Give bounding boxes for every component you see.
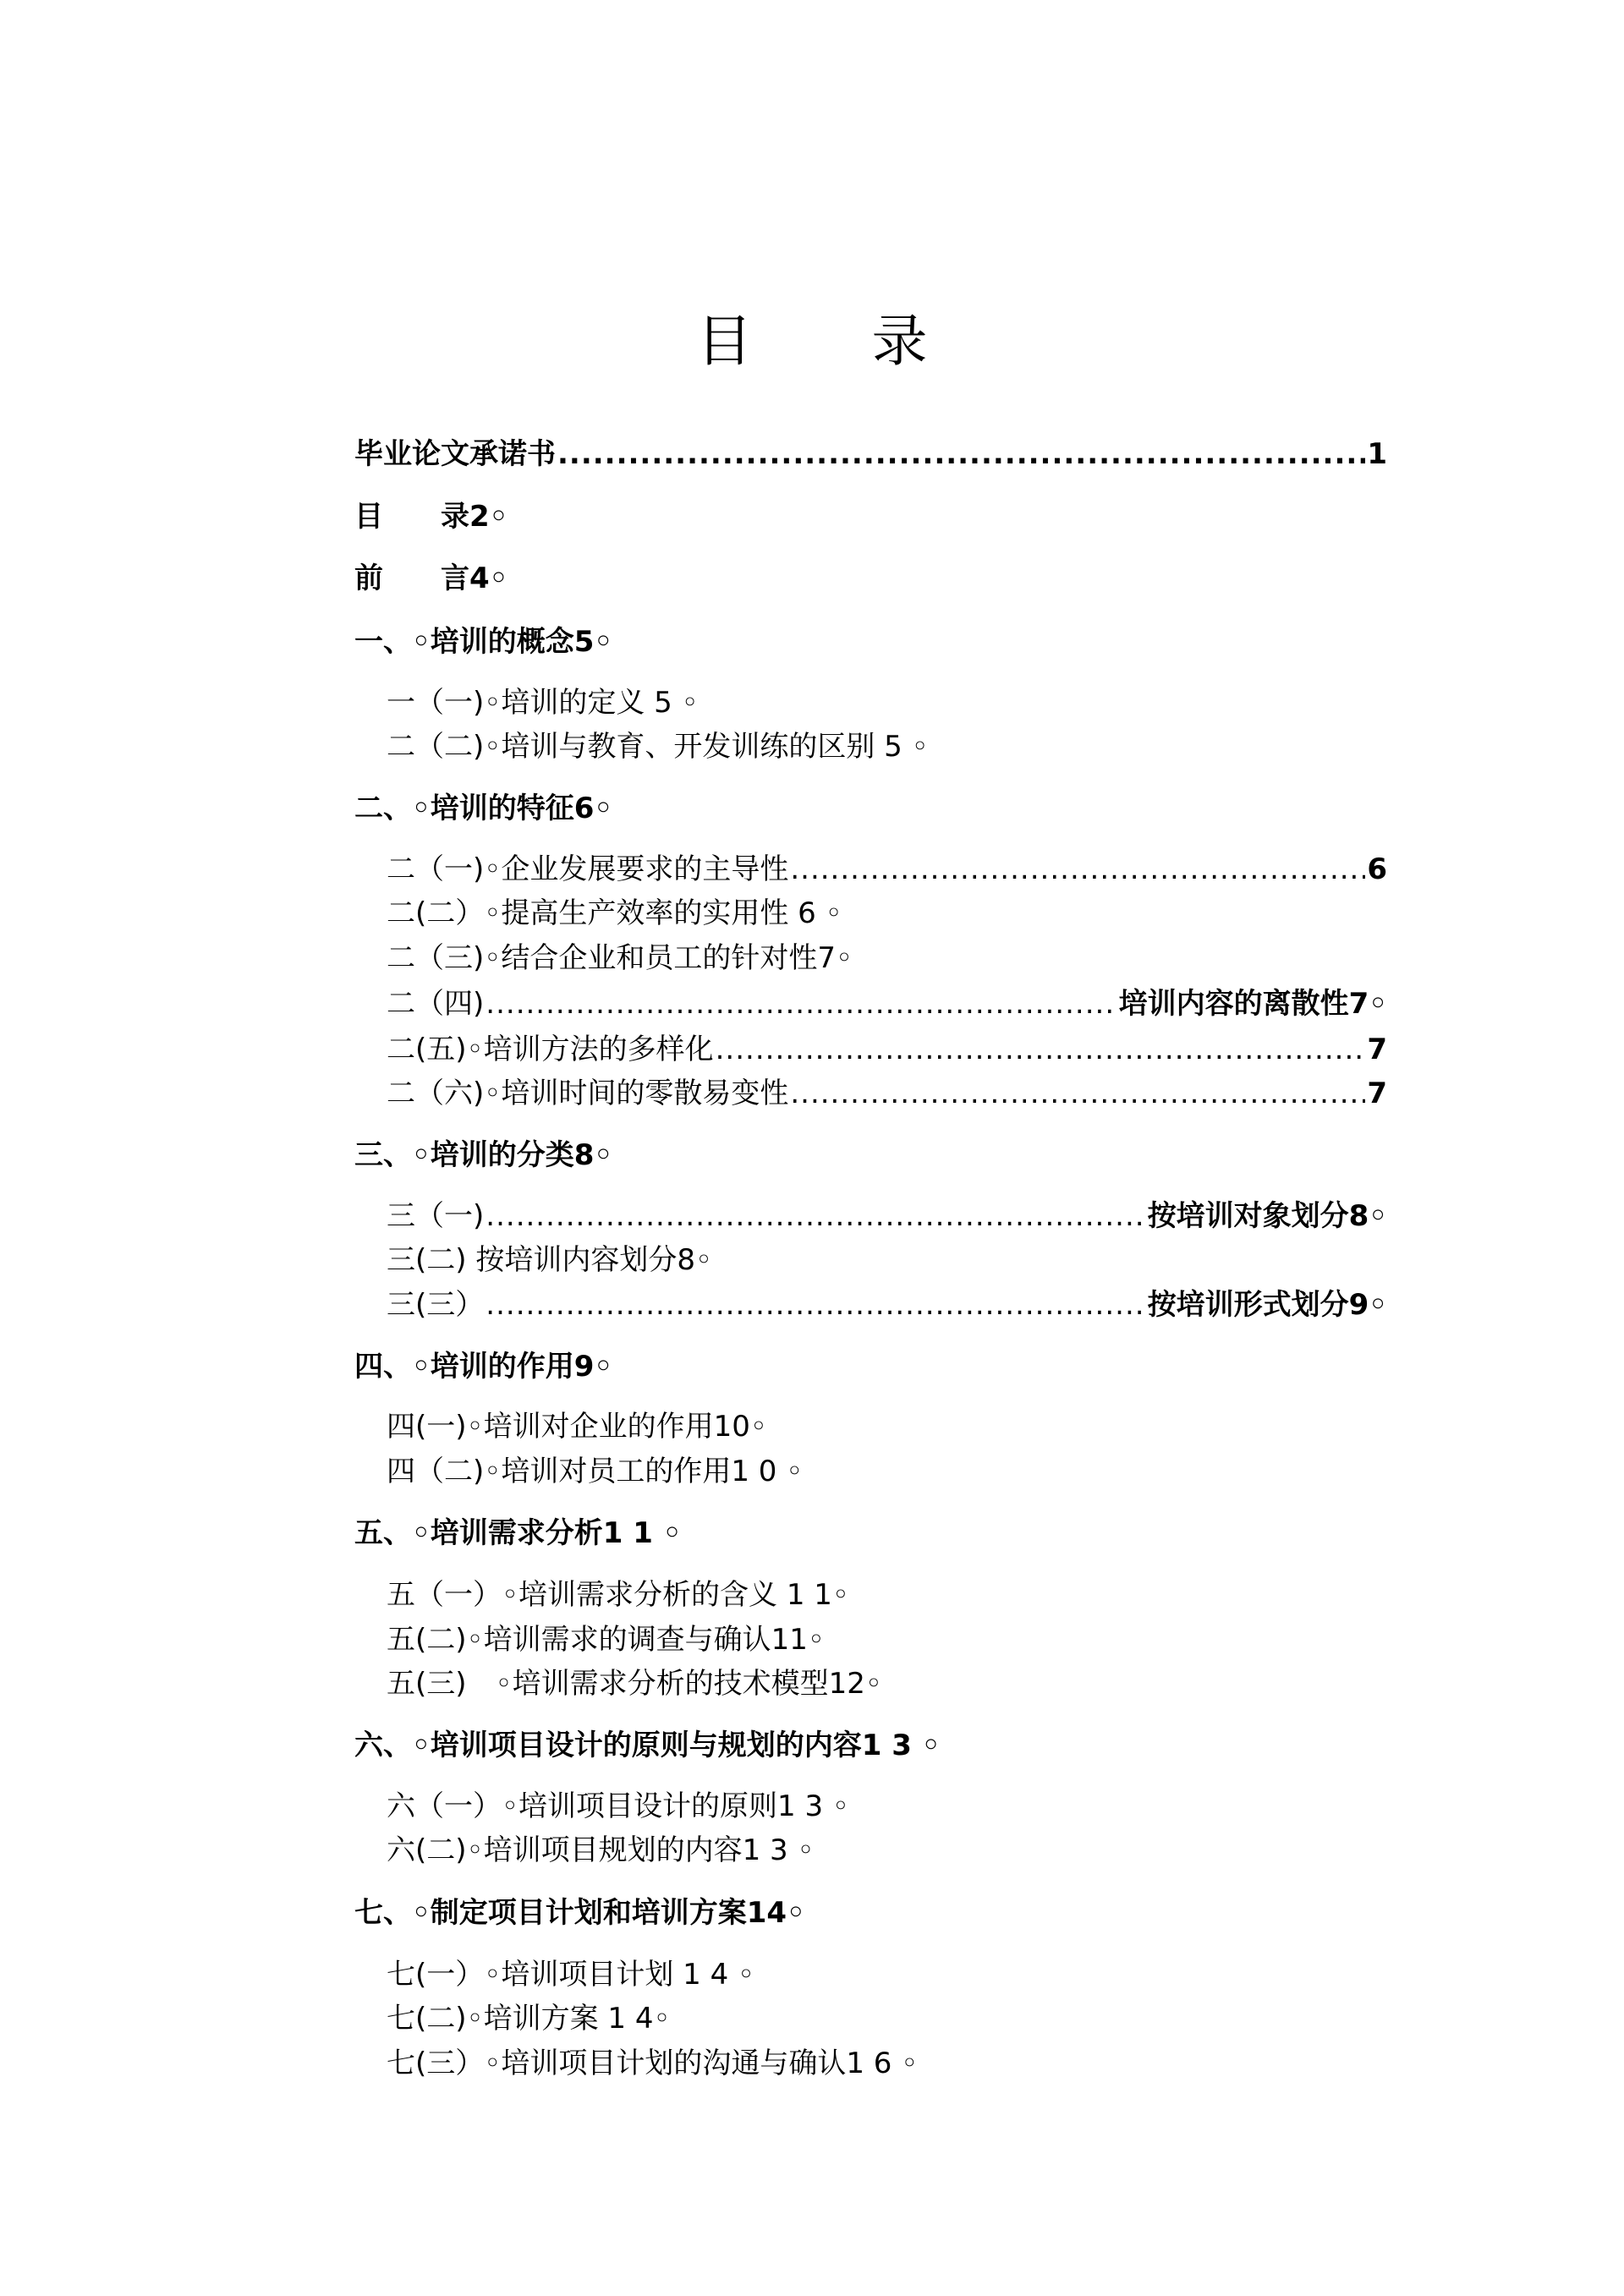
toc-subentry[interactable]	[387, 940, 1387, 977]
toc-entry-text: 二(二）◦提高生产效率的实用性 6 ◦	[387, 896, 842, 930]
toc-entry-text: 目 录2◦	[354, 500, 508, 534]
toc-subentry[interactable]	[387, 985, 1387, 1022]
toc-entry-text: 毕业论文承诺书	[354, 437, 556, 471]
toc-entry-text: 二（六)◦培训时间的零散易变性	[387, 1077, 789, 1110]
toc-entry[interactable]	[354, 436, 1387, 473]
toc-entry-text: 三（一)	[387, 1199, 485, 1233]
dot-leader	[790, 1075, 1365, 1112]
toc-subentry[interactable]	[387, 728, 1387, 765]
toc-entry-text: 六(二)◦培训项目规划的内容1 3 ◦	[387, 1833, 815, 1867]
toc-entry[interactable]	[354, 498, 1387, 535]
dot-leader	[557, 436, 1365, 473]
toc-page-number: 7	[1367, 1077, 1387, 1110]
toc-entry-text: 四、◦培训的作用9◦	[354, 1350, 613, 1384]
dot-leader	[790, 851, 1365, 888]
toc-entry-text: 前 言4◦	[354, 562, 508, 595]
toc-entry-text: 二(五)◦培训方法的多样化	[387, 1033, 714, 1066]
toc-page-number: 1	[1367, 437, 1387, 471]
toc-subentry[interactable]	[387, 1788, 1387, 1825]
toc-subentry[interactable]	[387, 1621, 1387, 1658]
toc-subentry[interactable]	[387, 1453, 1387, 1490]
toc-subentry[interactable]	[387, 1408, 1387, 1445]
toc-entry-text: 七(一）◦培训项目计划 1 4 ◦	[387, 1958, 755, 1992]
toc-subentry[interactable]	[387, 2000, 1387, 2037]
toc-entry[interactable]	[354, 560, 1387, 597]
toc-subentry[interactable]	[387, 1832, 1387, 1869]
toc-entry-text: 七、◦制定项目计划和培训方案14◦	[354, 1896, 805, 1930]
toc-page-number: 7	[1367, 1033, 1387, 1066]
toc-entry-text: 三(三）	[387, 1288, 485, 1322]
toc-entry-text: 二（一)◦企业发展要求的主导性	[387, 852, 789, 886]
toc-entry-text: 三、◦培训的分类8◦	[354, 1138, 613, 1172]
toc-entry-text: 二（三)◦结合企业和员工的针对性7◦	[387, 941, 853, 975]
toc-subentry[interactable]	[387, 2045, 1387, 2082]
toc-title: 目 录	[696, 309, 979, 374]
toc-subentry[interactable]	[387, 1576, 1387, 1614]
toc-entry-text: 二（二)◦培训与教育、开发训练的区别 5 ◦	[387, 730, 929, 764]
dot-leader	[486, 1197, 1145, 1235]
toc-subentry[interactable]	[387, 1286, 1387, 1323]
toc-entry-text: 四(一)◦培训对企业的作用10◦	[387, 1410, 767, 1444]
toc-entry-text: 五(二)◦培训需求的调查与确认11◦	[387, 1623, 825, 1657]
toc-entry[interactable]	[354, 790, 1387, 827]
toc-subentry[interactable]	[387, 1197, 1387, 1235]
toc-entry-text: 七(二)◦培训方案 1 4◦	[387, 2002, 671, 2036]
toc-subentry[interactable]	[387, 851, 1387, 888]
toc-entry-text: 五(三) ◦培训需求分析的技术模型12◦	[387, 1667, 882, 1701]
toc-page-number: 培训内容的离散性7◦	[1118, 987, 1387, 1021]
toc-entry-text: 五、◦培训需求分析1 1 ◦	[354, 1516, 682, 1550]
toc-entry-text: 二、◦培训的特征6◦	[354, 792, 613, 825]
toc-page-number: 按培训形式划分9◦	[1147, 1288, 1387, 1322]
toc-subentry[interactable]	[387, 1956, 1387, 1993]
dot-leader	[486, 985, 1116, 1022]
dot-leader	[716, 1031, 1366, 1068]
toc-subentry[interactable]	[387, 1665, 1387, 1702]
toc-entry-text: 二（四)	[387, 987, 485, 1021]
toc-entry[interactable]	[354, 1727, 1387, 1764]
toc-entry-text: 一、◦培训的概念5◦	[354, 625, 613, 659]
dot-leader	[486, 1286, 1145, 1323]
toc-page-number: 6	[1367, 852, 1387, 886]
toc-entry-text: 七(三）◦培训项目计划的沟通与确认1 6 ◦	[387, 2047, 919, 2080]
toc-entry-text: 一（一)◦培训的定义 5 ◦	[387, 686, 699, 720]
toc-subentry[interactable]	[387, 684, 1387, 721]
toc-entry-text: 三(二) 按培训内容划分8◦	[387, 1243, 713, 1277]
toc-entry[interactable]	[354, 623, 1387, 660]
toc-subentry[interactable]	[387, 1075, 1387, 1112]
toc-entry-text: 四（二)◦培训对员工的作用1 0 ◦	[387, 1455, 804, 1488]
toc-entry[interactable]	[354, 1515, 1387, 1552]
toc-entry[interactable]	[354, 1137, 1387, 1174]
toc-entry-text: 五（一）◦培训需求分析的含义 1 1◦	[387, 1578, 849, 1612]
toc-subentry[interactable]	[387, 1031, 1387, 1068]
toc-entry-text: 六、◦培训项目设计的原则与规划的内容1 3 ◦	[354, 1729, 941, 1762]
toc-subentry[interactable]	[387, 1241, 1387, 1279]
toc-page-number: 按培训对象划分8◦	[1147, 1199, 1387, 1233]
toc-entry-text: 六（一）◦培训项目设计的原则1 3 ◦	[387, 1789, 849, 1823]
toc-entry[interactable]	[354, 1894, 1387, 1932]
toc-subentry[interactable]	[387, 895, 1387, 932]
toc-entry[interactable]	[354, 1348, 1387, 1385]
